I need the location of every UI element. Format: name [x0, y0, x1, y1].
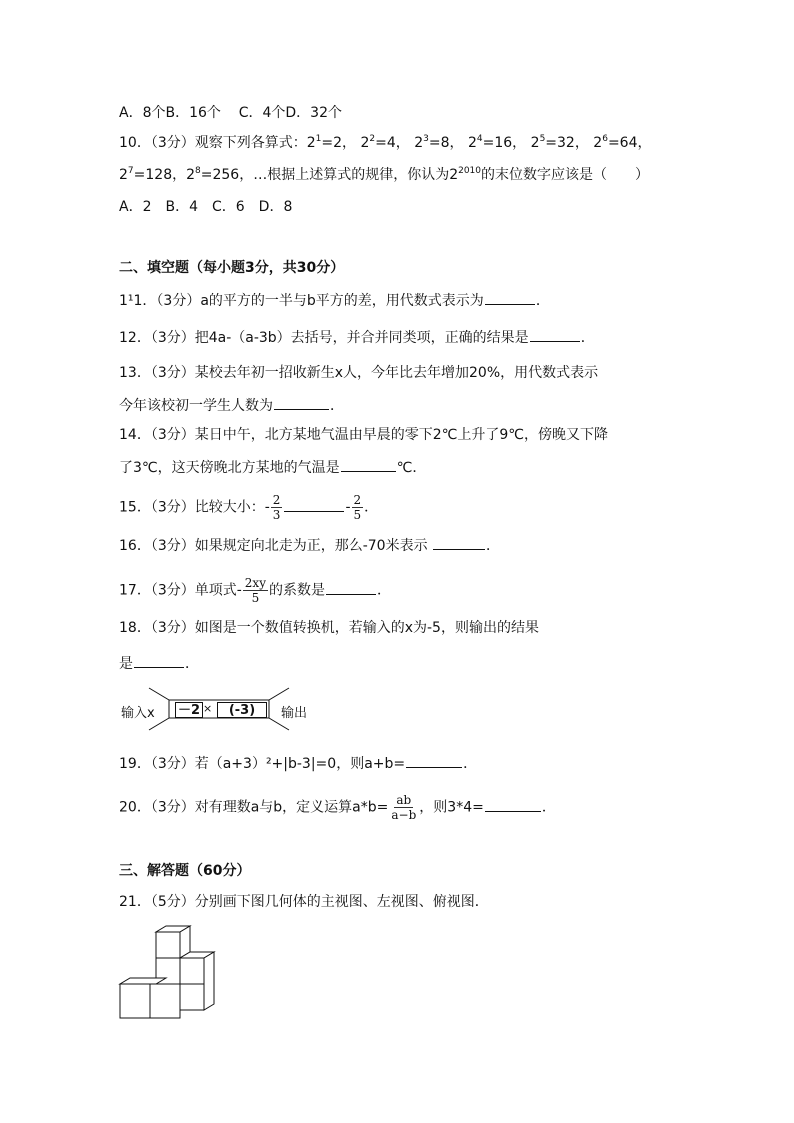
q18-line2: 是 ． — [119, 653, 199, 673]
answer-blank[interactable] — [485, 290, 535, 305]
power-base: 2 — [414, 135, 424, 151]
power-result: =16， — [482, 135, 531, 151]
answer-blank[interactable] — [326, 580, 376, 595]
q17: 17．（3分）单项式- $\frac{2xy}{5}$ 的系数是 ． — [119, 576, 391, 605]
answer-blank[interactable] — [530, 327, 580, 342]
q19: 19．（3分）若（a+3）²+|b-3|=0，则a+b= ． — [119, 753, 477, 773]
answer-blank[interactable] — [134, 653, 184, 668]
q15: 15．（3分）比较大小：- $\frac{2}{3}$ - $\frac{2}{5}$ ． — [119, 493, 379, 522]
q10-line1: 10．（3分）观察下列各算式：$2^1=2$， $2^2=4$， $2^3=8$， $2^4=16$， $2^5=32$， $2^6=64$， — [119, 134, 652, 151]
section-3-title: 三、解答题（60分） — [119, 863, 251, 879]
answer-blank[interactable] — [485, 797, 541, 812]
power-base: 2 — [467, 135, 477, 151]
answer-blank[interactable] — [284, 497, 344, 512]
answer-blank[interactable] — [341, 457, 396, 472]
q10-line2: $2^7=128$，$2^8=256$，…根据上述算式的规律，你认为$2^{2010}$的末位数字应该是（ ） — [119, 166, 650, 183]
answer-blank[interactable] — [433, 535, 485, 550]
machine-op2: (-3) — [217, 702, 267, 718]
q20: 20．（3分）对有理数a与b，定义运算a*b= $\frac{ab}{a-b}$ ，则3*4= ． — [119, 793, 556, 822]
machine-input-label: 输入x — [121, 706, 155, 721]
power-base: 2 — [306, 135, 316, 151]
q12: 12．（3分）把4a-（a-3b）去括号，并合并同类项，正确的结果是 ． — [119, 327, 595, 347]
q10-sequence — [307, 135, 652, 151]
machine-times: × — [203, 702, 213, 715]
power-result: =4， — [375, 135, 415, 151]
conversion-machine-diagram — [119, 686, 319, 732]
q14-line2: 了3℃，这天傍晚北方某地的气温是 ℃． — [119, 457, 426, 477]
power-exponent: 1 — [315, 134, 322, 144]
power-exponent: 6 — [602, 134, 608, 144]
q18-line1: 18．（3分）如图是一个数值转换机，若输入的x为-5，则输出的结果 — [119, 620, 539, 636]
power-exponent: 5 — [539, 134, 546, 144]
q21: 21．（5分）分别画下图几何体的主视图、左视图、俯视图． — [119, 894, 489, 910]
answer-blank[interactable] — [406, 753, 462, 768]
q11: 1¹1．（3分）a的平方的一半与b平方的差，用代数式表示为 ． — [119, 290, 550, 310]
power-exponent: 4 — [476, 134, 483, 144]
power-exponent: 2 — [369, 134, 376, 144]
q14-line1: 14．（3分）某日中午，北方某地气温由早晨的零下2℃上升了9℃，傍晚又下降 — [119, 427, 608, 443]
section-2-title: 二、填空题（每小题3分，共30分） — [119, 260, 345, 276]
power-base: 2 — [593, 135, 603, 151]
power-result: =32， — [545, 135, 594, 151]
q9-options: A．8个B．16个 C．4个D．32个 — [119, 105, 343, 121]
machine-output-label: 输出 — [281, 706, 308, 721]
power-result: =64， — [607, 135, 652, 151]
fraction: $\frac{ab}{a-b}$ — [391, 793, 417, 822]
power-result: =8， — [428, 135, 468, 151]
cube-figure — [118, 920, 228, 1024]
fraction: $\frac{2}{3}$ — [272, 493, 281, 522]
q13-line2: 今年该校初一学生人数为 ． — [119, 395, 344, 415]
machine-op1: －2 — [175, 702, 203, 718]
power-base: 2 — [530, 135, 540, 151]
answer-blank[interactable] — [274, 395, 329, 410]
power-base: 2 — [360, 135, 370, 151]
fraction: $\frac{2}{5}$ — [353, 493, 362, 522]
q13-line1: 13．（3分）某校去年初一招收新生x人，今年比去年增加20%，用代数式表示 — [119, 365, 599, 381]
fraction: $\frac{2xy}{5}$ — [244, 576, 266, 605]
power-exponent: 3 — [423, 134, 429, 144]
q16: 16．（3分）如果规定向北走为正，那么-70米表示 ． — [119, 535, 500, 555]
q10-options: A．2 B．4 C．6 D．8 — [119, 199, 293, 215]
power-result: =2， — [321, 135, 361, 151]
